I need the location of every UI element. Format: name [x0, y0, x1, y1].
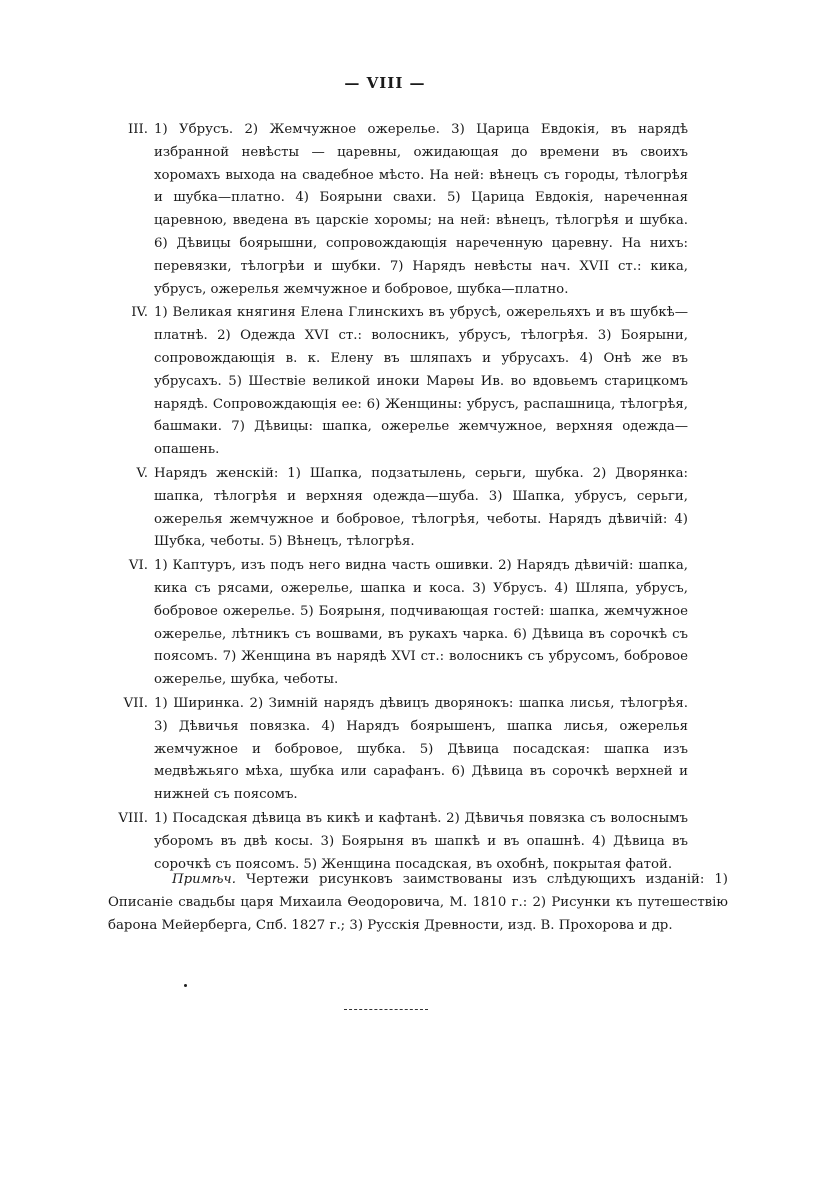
footnote-label: Примѣч.	[172, 872, 236, 888]
ink-dot	[184, 984, 187, 987]
closing-rule	[344, 1009, 428, 1010]
plate-text: 1) Каптуръ, изъ подъ него видна часть ошивки. 2) Нарядъ дѣвичій: шапка, кика съ рясами, ожерелье, шапка и коса. 3) Убрусъ. 4) Шляпа, убрусъ, бобровое ожерелье. 5) Боярыня, подчивающая гостей: шапка, жемчужное ожерелье, лѣтникъ съ вошвами, въ рукахъ чарка. 6) Дѣвица въ сорочкѣ съ поясомъ. 7) Женщина въ нарядѣ XVI ст.: волосникъ съ убрусомъ, бобровое ожерелье, шубка, чеботы.	[154, 558, 688, 688]
plate-number: VI.	[128, 558, 148, 574]
plate-text: 1) Ширинка. 2) Зимній нарядъ дѣвицъ дворянокъ: шапка лисья, тѣлогрѣя. 3) Дѣвичья повязка. 4) Нарядъ боярышенъ, шапка лисья, ожерелья жемчужное и бобровое, шубка. 5) Дѣвица посадская: шапка изъ медвѣжьяго мѣха, шубка или сарафанъ. 6) Дѣвица въ сорочкѣ верхней и нижней съ поясомъ.	[154, 695, 688, 803]
plate-descriptions	[108, 119, 688, 877]
plate-entry	[108, 119, 688, 301]
plate-number: V.	[136, 465, 148, 481]
plate-text: 1) Посадская дѣвица въ кикѣ и кафтанѣ. 2) Дѣвичья повязка съ волоснымъ уборомъ въ двѣ косы. 3) Боярыня въ шапкѣ и въ опашнѣ. 4) Дѣвица въ сорочкѣ съ поясомъ. 5) Женщина посадская, въ охобнѣ, покрытая фатой.	[154, 810, 688, 872]
plate-entry	[108, 302, 688, 462]
plate-entry	[108, 463, 688, 554]
footnote	[108, 869, 728, 937]
footnote-text: Чертежи рисунковъ заимствованы изъ слѣдующихъ изданій: 1) Описаніе свадьбы царя Михаила Ѳеодоровича, М. 1810 г.: 2) Рисунки къ путешествію барона Мейерберга, Спб. 1827 г.; 3) Русскія Древности, изд. В. Прохорова и др.	[108, 872, 728, 933]
plate-text: 1) Убрусъ. 2) Жемчужное ожерелье. 3) Царица Евдокія, въ нарядѣ избранной невѣсты — царевны, ожидающая до времени въ своихъ хоромахъ выхода на свадебное мѣсто. На ней: вѣнецъ съ городы, тѣлогрѣя и шубка—платно. 4) Боярыни свахи. 5) Царица Евдокія, нареченная царевною, введена въ царскіе хоромы; на ней: вѣнецъ, тѣлогрѣя и шубка. 6) Дѣвицы боярышни, сопровождающія нареченную царевну. На нихъ: перевязки, тѣлогрѣи и шубки. 7) Нарядъ невѣсты нач. XVII ст.: кика, убрусъ, ожерелья жемчужное и бобровое, шубка—платно.	[154, 122, 688, 297]
plate-number: VIII.	[118, 810, 148, 826]
page-number: — VIII —	[344, 74, 426, 92]
plate-text: Нарядъ женскій: 1) Шапка, подзатылень, серьги, шубка. 2) Дворянка: шапка, тѣлогрѣя и верхняя одежда—шуба. 3) Шапка, убрусъ, серьги, ожерелья жемчужное и бобровое, тѣлогрѣя, чеботы. Нарядъ дѣвичій: 4) Шубка, чеботы. 5) Вѣнецъ, тѣлогрѣя.	[154, 465, 688, 550]
plate-entry	[108, 808, 688, 876]
plate-text: 1) Великая княгиня Елена Глинскихъ въ убрусѣ, ожерельяхъ и въ шубкѣ—платнѣ. 2) Одежда XVI ст.: волосникъ, убрусъ, тѣлогрѣя. 3) Боярыни, сопровождающія в. к. Елену въ шляпахъ и убрусахъ. 4) Онѣ же въ убрусахъ. 5) Шествіе великой иноки Марѳы Ив. во вдовьемъ старицкомъ нарядѣ. Сопровождающія ее: 6) Женщины: убрусъ, распашница, тѣлогрѣя, башмаки. 7) Дѣвицы: шапка, ожерелье жемчужное, верхняя одежда—опашень.	[154, 305, 688, 458]
plate-number: VII.	[123, 695, 148, 711]
plate-number: IV.	[131, 305, 148, 321]
plate-entry	[108, 555, 688, 692]
plate-entry	[108, 693, 688, 807]
plate-number: III.	[128, 122, 148, 137]
